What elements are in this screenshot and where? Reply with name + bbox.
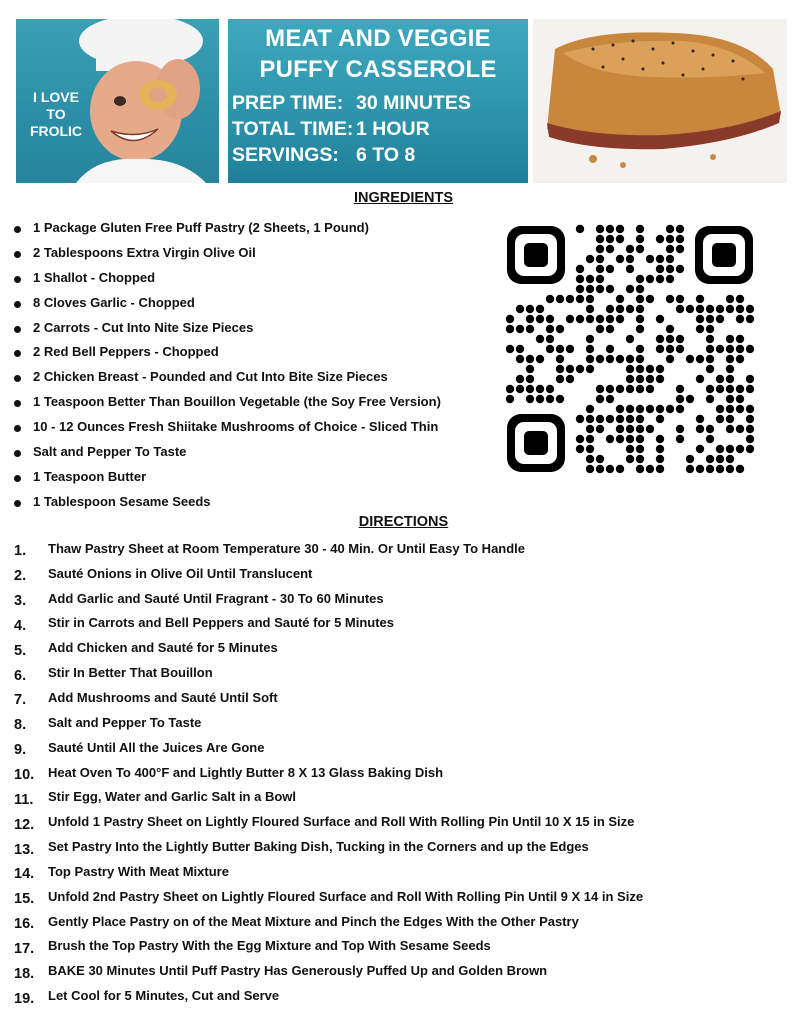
ingredient-item (14, 339, 441, 364)
step-number: 14. (14, 866, 35, 883)
recipe-meta (232, 90, 471, 168)
chef-photo (16, 19, 219, 183)
direction-step (14, 958, 643, 983)
step-text: Salt and Pepper To Taste (48, 714, 202, 730)
step-number: 2. (14, 568, 27, 585)
ingredient-text: 2 Chicken Breast - Pounded and Cut Into Bite Size Pieces (33, 369, 388, 385)
ingredient-text: 2 Carrots - Cut Into Nite Size Pieces (33, 319, 254, 335)
direction-step (14, 784, 643, 809)
ingredient-text: 2 Tablespoons Extra Virgin Olive Oil (33, 244, 256, 260)
step-text: Sauté Onions in Olive Oil Until Translucent (48, 565, 313, 581)
step-number: 3. (14, 593, 27, 610)
direction-step (14, 834, 643, 859)
casserole-illustration (533, 19, 787, 183)
step-text: Add Garlic and Sauté Until Fragrant - 30 To 60 Minutes (48, 590, 384, 606)
step-number: 16. (14, 916, 35, 933)
step-number: 11. (14, 791, 34, 808)
bullet-icon (14, 400, 21, 407)
direction-step (14, 536, 643, 561)
step-text: Stir Egg, Water and Garlic Salt in a Bowl (48, 789, 297, 805)
servings-row (232, 142, 471, 168)
ingredient-text: 2 Red Bell Peppers - Chopped (33, 344, 219, 360)
ingredient-item (14, 439, 441, 464)
step-number: 8. (14, 717, 27, 734)
step-text: Heat Oven To 400°F and Lightly Butter 8 X 13 Glass Baking Dish (48, 764, 444, 780)
direction-step (14, 859, 643, 884)
ingredient-text: 1 Teaspoon Better Than Bouillon Vegetable (the Soy Free Version) (33, 394, 441, 410)
ingredient-text: 1 Shallot - Chopped (33, 269, 156, 285)
direction-step (14, 909, 643, 934)
direction-step (14, 983, 643, 1008)
step-text: Gently Place Pastry on of the Meat Mixture and Pinch the Edges With the Other Pastry (48, 913, 579, 929)
step-number: 4. (14, 617, 27, 634)
total-time-label: TOTAL TIME: (232, 118, 354, 140)
recipe-title-line-2: PUFFY CASSEROLE (259, 56, 497, 83)
recipe-header (16, 19, 787, 183)
direction-step (14, 586, 643, 611)
qr-code-icon (505, 224, 755, 474)
step-number: 10. (14, 767, 35, 784)
step-text: Set Pastry Into the Lightly Butter Baking Dish, Tucking in the Corners and up the Edges (48, 839, 589, 855)
ingredient-text: 1 Teaspoon Butter (33, 468, 147, 484)
ingredient-item (14, 290, 441, 315)
ingredient-item (14, 389, 441, 414)
direction-step (14, 635, 643, 660)
step-text: Unfold 2nd Pastry Sheet on Lightly Floured Surface and Roll With Rolling Pin Until 9 X 14 in Size (48, 888, 644, 904)
step-text: Let Cool for 5 Minutes, Cut and Serve (48, 988, 280, 1004)
ingredient-text: 1 Tablespoon Sesame Seeds (33, 493, 211, 509)
ingredient-item (14, 414, 441, 439)
step-text: Top Pastry With Meat Mixture (48, 863, 229, 879)
directions-heading: DIRECTIONS (358, 514, 449, 530)
direction-step (14, 611, 643, 636)
recipe-title (228, 23, 528, 85)
step-number: 6. (14, 667, 27, 684)
chef-badge-text: I LOVE TO FROLIC (29, 89, 83, 139)
direction-step (14, 685, 643, 710)
ingredient-item (14, 464, 441, 489)
step-text: Brush the Top Pastry With the Egg Mixture and Top With Sesame Seeds (48, 938, 491, 954)
step-number: 13. (14, 841, 35, 858)
recipe-title-line-1: MEAT AND VEGGIE (265, 25, 491, 52)
step-text: Stir in Carrots and Bell Peppers and Sauté for 5 Minutes (48, 615, 395, 631)
step-number: 19. (14, 990, 35, 1007)
step-text: Unfold 1 Pastry Sheet on Lightly Floured Surface and Roll With Rolling Pin Until 10 X 15 in Size (48, 814, 635, 830)
direction-step (14, 735, 643, 760)
ingredient-item (14, 265, 441, 290)
step-number: 15. (14, 891, 35, 908)
ingredient-text: 10 - 12 Ounces Fresh Shiitake Mushrooms of Choice - Sliced Thin (33, 419, 439, 435)
direction-step (14, 660, 643, 685)
ingredient-text: Salt and Pepper To Taste (33, 443, 187, 459)
ingredient-item (14, 215, 441, 240)
ingredient-text: 1 Package Gluten Free Puff Pastry (2 Sheets, 1 Pound) (33, 219, 369, 235)
prep-time-value: 30 MINUTES (356, 92, 471, 114)
casserole-photo (533, 19, 787, 183)
step-text: Thaw Pastry Sheet at Room Temperature 30 - 40 Min. Or Until Easy To Handle (48, 540, 526, 556)
ingredient-item (14, 364, 441, 389)
bullet-icon (14, 500, 21, 507)
direction-step (14, 809, 643, 834)
bullet-icon (14, 226, 21, 233)
bullet-icon (14, 375, 21, 382)
bullet-icon (14, 350, 21, 357)
step-text: Add Chicken and Sauté for 5 Minutes (48, 640, 278, 656)
bullet-icon (14, 276, 21, 283)
direction-step (14, 561, 643, 586)
ingredient-text: 8 Cloves Garlic - Chopped (33, 294, 195, 310)
step-number: 18. (14, 965, 35, 982)
step-text: Stir In Better That Bouillon (48, 665, 213, 681)
bullet-icon (14, 425, 21, 432)
ingredient-item (14, 489, 441, 514)
bullet-icon (14, 326, 21, 333)
step-text: Add Mushrooms and Sauté Until Soft (48, 689, 278, 705)
bullet-icon (14, 301, 21, 308)
total-time-value: 1 HOUR (356, 118, 430, 140)
bullet-icon (14, 475, 21, 482)
step-number: 1. (14, 543, 27, 560)
bullet-icon (14, 450, 21, 457)
title-panel (228, 19, 528, 183)
total-time-row (232, 116, 471, 142)
ingredient-item (14, 240, 441, 265)
prep-time-row (232, 90, 471, 116)
step-text: BAKE 30 Minutes Until Puff Pastry Has Generously Puffed Up and Golden Brown (48, 963, 548, 979)
ingredients-heading: INGREDIENTS (353, 190, 454, 206)
step-number: 12. (14, 816, 35, 833)
directions-list (14, 536, 643, 1008)
direction-step (14, 760, 643, 785)
step-text: Sauté Until All the Juices Are Gone (48, 739, 265, 755)
direction-step (14, 934, 643, 959)
servings-value: 6 TO 8 (356, 144, 416, 166)
step-number: 17. (14, 940, 35, 957)
ingredients-list (14, 215, 441, 514)
prep-time-label: PREP TIME: (232, 92, 344, 114)
step-number: 5. (14, 642, 27, 659)
direction-step (14, 710, 643, 735)
servings-label: SERVINGS: (232, 144, 339, 166)
step-number: 9. (14, 742, 27, 759)
ingredient-item (14, 315, 441, 340)
direction-step (14, 884, 643, 909)
bullet-icon (14, 251, 21, 258)
step-number: 7. (14, 692, 27, 709)
